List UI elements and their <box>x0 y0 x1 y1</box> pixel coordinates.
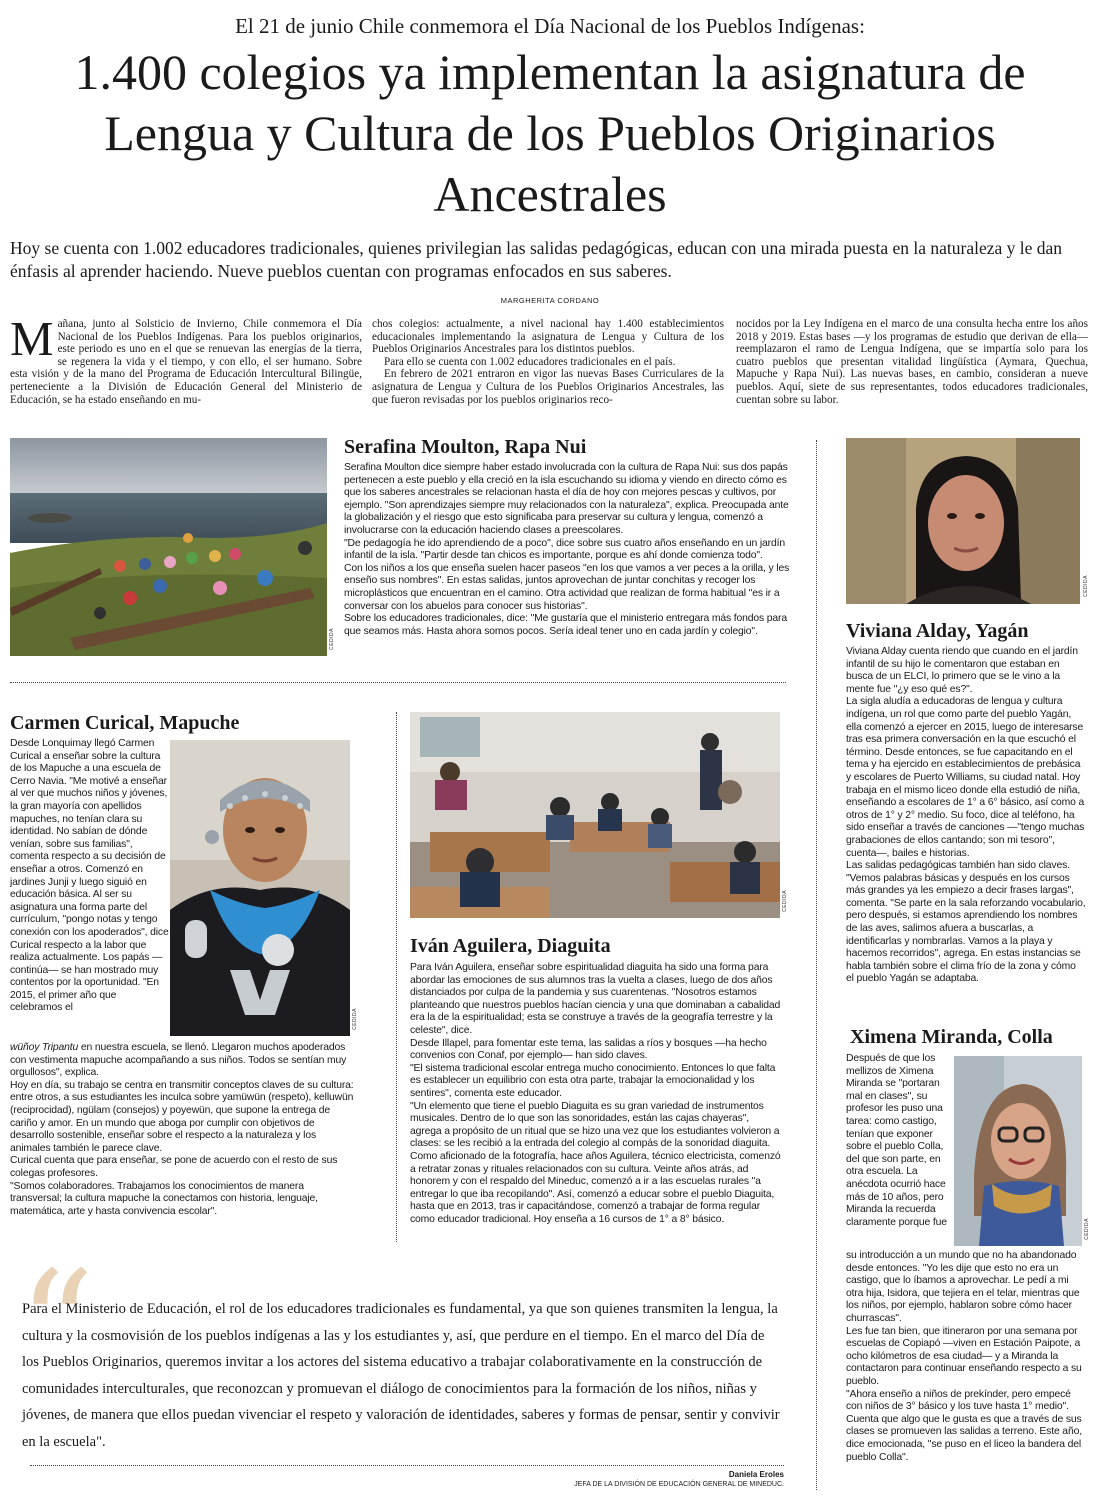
story-paragraph: Cuenta que algo que le gusta es que a través de sus clases se promueven las salidas a terreno. Este año, dice emocionada, "se puso en el liceo la bandera del pueblo Colla". <box>846 1413 1082 1463</box>
divider <box>30 1465 784 1466</box>
story-ximena-narrow <box>846 1053 952 1229</box>
photo-classroom-diaguita <box>410 712 780 918</box>
story-paragraph: Curical cuenta que para enseñar, se pone de acuerdo con el resto de sus colegas profesores. <box>10 1155 338 1179</box>
story-paragraph: "Somos colaboradores. Trabajamos los conocimientos de manera transversal; la cultura mapuche la conectamos con historia, lenguaje, matemática, arte y hasta convivencia escolar". <box>10 1180 318 1217</box>
intro-text-1: añana, junto al Solsticio de Invierno, Chile conmemora el Día Nacional de los Pueblos Indígenas. Para los pueblos originarios, este periodo es uno en el que se renuevan las energías de la tierra, se regenera la vida y el tiempo, y con ello, el ser humano. Sobre esta visión y de la mano del Programa de Educación Intercultural Bilingüe, perteneciente a la División de Educación General del Ministerio de Educación, se ha estado enseñando en mu- <box>10 318 362 406</box>
intro-paragraph: nocidos por la Ley Indígena en el marco de una consulta hecha entre los años 2018 y 2019. Estas bases —y los programas de estudio que derivan de ella— reemplazaron el ramo de Lengua Indígena, que se impartía solo para los cuatro pueblos que presentan vitalidad lingüística (Aymara, Quechua, Mapuche y Rapa Nui). Las nuevas bases, en cambio, consideran a nueve pueblos. Aquí, siete de sus representantes, todos educadores tradicionales, cuentan sobre su labor. <box>736 318 1088 406</box>
story-paragraph: Las salidas pedagógicas también han sido claves. "Vemos palabras básicas y después en los cursos más grandes ya les empiezo a decir frases largas", comenta. "Se parte en la sala reforzando vocabulario, pero después, si estamos aprendiendo los nombres de las aves, salimos afuera a buscarlas, a identificarlas y nombrarlas. Vamos a la playa y hacemos recorridos", agrega. En estas instancias se habla también sobre el clima frío de la zona y cómo el pueblo Yagán se adaptaba. <box>846 860 1086 985</box>
story-paragraph: La sigla aludía a educadoras de lengua y cultura indígena, un rol que como parte del pueblo Yagán, ella comenzó a ejercer en 2015, luego de interesarse tras esa primera conversación en la que escuchó el término. Desde entonces, se fue capacitando en el tema y ha ejercido en establecimientos de prebásica y escolares de Puerto Williams, su ciudad natal. Hoy trabaja en el mismo liceo donde ella estudió de niña, enseñando a escolares de 1° a 6° básico, así como a otros de 1° y 2° medio. Su foco, dice al teléfono, ha sido enseñar a través de canciones —"tengo muchas grabaciones de ellos cantando; son mi tesoro", cuenta—, bailes e historias. <box>846 696 1085 859</box>
story-paragraph: "De pedagogía he ido aprendiendo de a poco", dice sobre sus cuatro años enseñando en un jardín infantil de la isla. "Partir desde tan chicos es importante, porque es ahí donde comienza todo". <box>344 537 785 562</box>
story-paragraph: Después de que los mellizos de Ximena Miranda se "portaran mal en clases", su profesor les puso una tarea: como castigo, tenían que exponer sobre el pueblo Colla, del que son parte, en otra escuela. La anécdota ocurrió hace más de 10 años, pero Miranda la recuerda claramente porque fue <box>846 1053 947 1228</box>
divider <box>396 712 397 1242</box>
intro-paragraph: Para ello se cuenta con 1.002 educadores tradicionales en el país. <box>384 355 676 368</box>
story-paragraph: Desde Lonquimay llegó Carmen Curical a enseñar sobre la cultura de los Mapuche a una escuela de Cerro Navia. "Me motivé a enseñar al ver que muchos niños y jóvenes, la gran mayoría con apellidos mapuches, no tenían clara su identidad. No sabían de dónde venían, sobre sus familias", comenta respecto a su decisión de enseñar a otros. Comenzó en jardines Junji y luego siguió en educación básica. Al ser su asignatura una forma parte del currículum, "pongo notas y tengo conexión con los apoderados", dice Curical respecto a la labor que realiza actualmente. Los papás —continúa— se han mostrado muy contentos por la oportunidad. "En 2015, el primer año que celebramos el <box>10 738 169 1014</box>
section-title-ivan: Iván Aguilera, Diaguita <box>410 935 611 957</box>
story-ximena-wide <box>846 1250 1086 1464</box>
photo-credit: CEDIDA <box>329 628 335 650</box>
intro-paragraph: chos colegios: actualmente, a nivel nacional hay 1.400 establecimientos educacionales implementando la asignatura de Lengua y Cultura de los Pueblos Originarios Ancestrales para los distintos pueblos. <box>372 318 724 356</box>
story-paragraph: "El sistema tradicional escolar entrega mucho conocimiento. Entonces lo que falta es establecer un equilibrio con esta otra parte, trabajar la emocionalidad y los sentires", comenta este educador. <box>410 1062 776 1099</box>
quote-mark: “ <box>18 1240 95 1414</box>
divider <box>816 440 817 1490</box>
story-paragraph: Con los niños a los que enseña suelen hacer paseos "en los que vamos a ver peces a la orilla, y les enseño sus nombres". En estas salidas, juntos aprovechan de juntar conchitas y recoger los microplásticos que encuentran en el camino. Otra actividad que realizan de forma habitual "es ir a conversar con los abuelos para conocer sus historias". <box>344 562 790 612</box>
story-serafina <box>344 462 792 638</box>
section-title-viviana: Viviana Alday, Yagán <box>846 620 1029 642</box>
dek: Hoy se cuenta con 1.002 educadores tradicionales, quienes privilegian las salidas pedagógicas, educan con una mirada puesta en la naturaleza y le dan énfasis al aprender haciendo. Nueve pueblos cuentan con programas enfocados en sus saberes. <box>10 238 1063 281</box>
drop-cap: M <box>10 311 54 366</box>
story-viviana <box>846 646 1086 986</box>
section-title-carmen: Carmen Curical, Mapuche <box>10 712 240 734</box>
story-paragraph: Hoy en día, su trabajo se centra en transmitir conceptos claves de su cultura: entre otros, a sus estudiantes les inculca sobre yamüwün (respeto), kelluwün (reciprocidad), ngülam (consejos) y poyewün, que supone la entrega de cariño y amor. En un mundo que aboga por cumplir con objetivos de desarrollo sostenible, enseñar sobre el respecto a la naturaleza y los animales también le parece clave. <box>10 1079 354 1154</box>
story-paragraph: su introducción a un mundo que no ha abandonado desde entonces. "Yo les dije que esto no era un castigo, que lo íbamos a aprovechar. Le pedí a mi otra hija, Isidora, que tejiera en el telar, mientras que los niños, por ejemplo, hablaron sobre cómo hacer churrascas". <box>846 1250 1080 1324</box>
section-title-serafina: Serafina Moulton, Rapa Nui <box>344 436 587 458</box>
quote-author: Daniela Eroles <box>728 1470 784 1479</box>
photo-credit: CEDIDA <box>1083 575 1089 597</box>
intro-column-1 <box>10 311 362 406</box>
photo-credit: CEDIDA <box>352 1008 358 1030</box>
story-paragraph: Les fue tan bien, que itineraron por una semana por escuelas de Copiapó —viven en Estación Paipote, a ocho kilómetros de esa ciudad— y a Miranda la contactaron para continuar enseñando respecto a su pueblo. <box>846 1325 1082 1387</box>
kicker: El 21 de junio Chile conmemora el Día Nacional de los Pueblos Indígenas: <box>235 14 865 38</box>
emphasis: wüñoy Tripantu <box>10 1042 79 1053</box>
story-text: en nuestra escuela, se llenó. Llegaron muchos apoderados con vestimenta mapuche acompañando a sus niños. Todos se sentían muy orgullosos", explica. <box>10 1042 347 1079</box>
quote-author-role: JEFA DE LA DIVISIÓN DE EDUCACIÓN GENERAL DE MINEDUC. <box>574 1481 784 1488</box>
story-paragraph: Desde Illapel, para fomentar este tema, las salidas a ríos y bosques —ha hecho convenios con Conaf, por ejemplo— han sido claves. <box>410 1037 767 1062</box>
story-paragraph <box>10 1042 355 1080</box>
photo-viviana-alday <box>846 438 1080 604</box>
story-carmen-narrow <box>10 738 170 1015</box>
story-paragraph: "Ahora enseño a niños de prekínder, pero empecé con niños de 3° básico y los tuve hasta 1° medio". <box>846 1388 1071 1413</box>
photo-rapa-nui-class <box>10 438 327 656</box>
story-paragraph: Serafina Moulton dice siempre haber estado involucrada con la cultura de Rapa Nui: sus dos papás pertenecen a este pueblo y ella creció en la isla escuchando su idioma y viendo en directo cómo es que los saberes ancestrales se relacionan hasta el día de hoy con mejores pescas y cultivos, por ejemplo. "Son aprendizajes siempre muy relacionados con la naturaleza", explica. Preocupada ante la globalización y el riesgo que esto significaba para preservar su cultura y lengua, comenzó a involucrarse con la educación haciendo clases a preescolares. <box>344 462 789 536</box>
intro-column-3 <box>736 318 1088 406</box>
photo-credit: CEDIDA <box>782 890 788 912</box>
story-carmen-wide <box>10 1042 355 1218</box>
photo-ximena-miranda <box>954 1056 1082 1246</box>
story-paragraph: Sobre los educadores tradicionales, dice: "Me gustaría que el ministerio entregara más fondos para que seamos más. Hasta ahora somos pocos. Sería ideal tener uno en cada jardín y colegio". <box>344 613 787 637</box>
pull-quote: Para el Ministerio de Educación, el rol de los educadores tradicionales es fundamental, ya que son quienes transmiten la lengua, la cultura y la cosmovisión de los pueblos indígenas a las y los estudiantes y, así, que perdure en el tiempo. En el marco del Día de los Pueblos Originarios, queremos invitar a los actores del sistema educativo a trabajar colaborativamente en la construcción de comunidades interculturales, que reconozcan y promuevan el diálogo de conocimientos para la formación de los niños, niñas y jóvenes, de manera que ellos puedan vivenciar el respeto y valoración de identidades, saberes y formas de pensar, sentir y convivir en la escuela". <box>22 1301 780 1450</box>
story-paragraph: Viviana Alday cuenta riendo que cuando en el jardín infantil de su hijo le comentaron que estaban en busca de un ELCI, lo primero que se le vino a la mente fue "¿y eso qué es?". <box>846 646 1078 695</box>
headline: 1.400 colegios ya implementan la asignatura de Lengua y Cultura de los Pueblos Originarios Ancestrales <box>74 44 1026 222</box>
story-ivan <box>410 962 782 1226</box>
photo-carmen-curical <box>170 740 350 1036</box>
photo-credit: CEDIDA <box>1084 1218 1090 1240</box>
section-title-ximena: Ximena Miranda, Colla <box>850 1026 1053 1048</box>
byline: MARGHERITA CORDANO <box>500 296 600 305</box>
story-paragraph: Para Iván Aguilera, enseñar sobre espiritualidad diaguita ha sido una forma para abordar las emociones de sus alumnos tras la vuelta a clases, luego de dos años distanciados por culpa de la pandemia y sus cuarentenas. "Nosotros estamos planteando que nuestros pueblos hacían ciencia y una que dominaban a cabalidad era la de la espiritualidad; esta se construye a través de la geografía terrestre y la celeste", dice. <box>410 962 781 1036</box>
divider <box>10 682 786 683</box>
intro-paragraph: En febrero de 2021 entraron en vigor las nuevas Bases Curriculares de la asignatura de Lengua y Cultura de los Pueblos Originarios Ancestrales, las que fueron revisadas por los pueblos originarios reco- <box>372 368 724 406</box>
intro-column-2 <box>372 318 724 406</box>
story-paragraph: Como aficionado de la fotografía, hace años Aguilera, técnico electricista, comenzó a retratar zonas y rituales relacionados con su cultura. Veinte años atrás, ad honorem y con el respaldo del Mineduc, comenzó a ir a las escuelas rurales "a entregar lo que iba recopilando". Así, comenzó a educar sobre el pueblo Diaguita, hasta que en 2013, tras ir capacitándose, comenzó a trabajar de forma regular como educador tradicional. Hoy enseña a 16 cursos de 1° a 8° básico. <box>410 1150 781 1225</box>
story-paragraph: "Un elemento que tiene el pueblo Diaguita es su gran variedad de instrumentos musicales. Dentro de lo que son las sonoridades, están las cajas chayeras", agrega a propósito de un ritual que se hizo una vez que los estudiantes volvieron a clases: se les recibió a la entrada del colegio al compás de la sonoridad diaguita. <box>410 1100 780 1150</box>
